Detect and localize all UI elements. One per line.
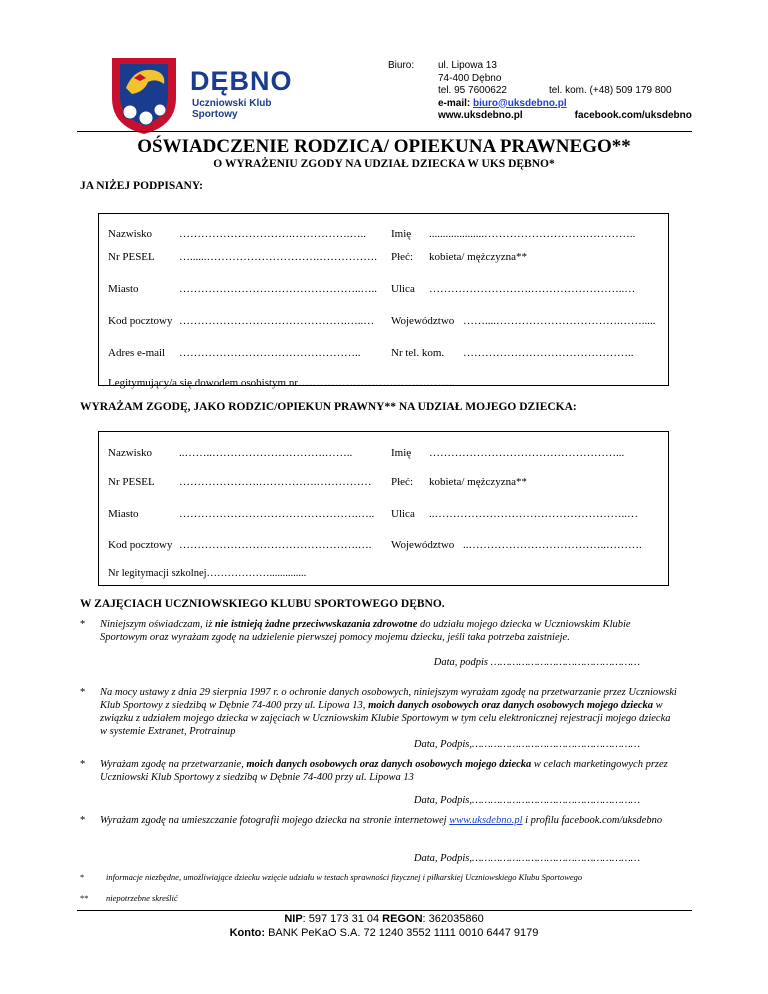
office-facebook: facebook.com/uksdebno [574,110,692,121]
child-pesel-label: Nr PESEL [108,476,155,488]
child-name-label: Imię [391,447,412,459]
child-pesel-field[interactable]: ………………….…………….…………… [179,476,372,488]
child-street-field[interactable]: ..……………………………………………..… [429,508,638,520]
child-city-field[interactable]: ………………………………………….….. [179,508,375,520]
statement-photos-marker: * [80,815,86,826]
parent-surname-field[interactable]: ………………………….…………….….. [179,228,366,240]
child-province-label: Województwo [391,539,455,551]
child-sex-options[interactable]: kobieta/ mężczyzna** [429,476,528,488]
footnote-1-marker: * [80,872,85,882]
child-postal-field[interactable]: ………………………………………….…. [179,539,372,551]
child-postal-label: Kod pocztowy [108,539,173,551]
parent-email-label: Adres e-mail [108,347,166,359]
parent-street-field[interactable]: ……………………….……………………..… [429,283,636,295]
parent-surname-label: Nazwisko [108,228,152,240]
footer-konto-label: Konto: [229,927,266,939]
parent-email-field[interactable]: ………………………………………….. [179,347,361,359]
signature-line-2[interactable]: Data, Podpis,……………………………………………… [413,739,640,750]
office-email-line [438,98,692,111]
parent-name-field[interactable]: ....................……………………….………….. [429,228,636,240]
office-email-label: e-mail: [438,97,474,109]
section-parent-heading: JA NIŻEJ PODPISANY: [80,180,203,192]
statement-health-text: Niniejszym oświadczam, iż nie istnieją żadne przeciwwskazania zdrowotne do udziału mojego dziecka w Uczniowskim Klubie Sportowym oraz wyrażam zgodę na udzielenie pierwszej pomocy mojemu dziecku, jeśli taka potrzeba zaistnieje. [100,619,631,643]
parent-id-field[interactable]: Legitymujący/a się dowodem osobistym nr…………………………………..... [108,377,455,389]
club-name: DĘBNO [190,66,293,96]
footer-nip-label: NIP [284,913,303,925]
statement-data-text: Na mocy ustawy z dnia 29 sierpnia 1997 r. o ochronie danych osobowych, niniejszym wyrażam zgodę na przetwarzanie przez Uczniowski Klub Sportowy z siedzibą w Dębnie 74-400 przy ul. Lipowa 13, moich danych osobowych oraz danych osobowych mojego dziecka w związku z udziałem mojego dziecka w zajęciach w Uczniowskim Klubie Sportowym w tym celu elektronicznej rejestracji mojego dziecka w systemie Extranet, Protrainup [100,687,677,737]
statement-photos-text: Wyrażam zgodę na umieszczanie fotografii mojego dziecka na stronie internetowej www.uksdebno.pl i profilu facebook.com/uksdebno [100,815,663,826]
statement-health [80,618,680,644]
signature-line-3[interactable]: Data, Podpis,……………………………………………… [413,795,640,806]
footer-regon-label: REGON [382,913,423,925]
child-city-label: Miasto [108,508,139,520]
child-surname-field[interactable]: ..……..………………………….…….. [179,447,353,459]
child-street-label: Ulica [391,508,415,520]
club-logo [106,48,306,134]
statement-marketing [80,758,680,784]
footnote-2-text: niepotrzebne skreślić [106,893,178,903]
parent-postal-label: Kod pocztowy [108,315,173,327]
footer-nip: : 597 173 31 04 [302,913,383,925]
parent-province-label: Województwo [391,315,455,327]
child-data-box [98,431,669,586]
footer-regon: : 362035860 [422,913,484,925]
office-www: www.uksdebno.pl [438,110,523,121]
signature-line-4[interactable]: Data, Podpis,……………………………………………… [413,853,640,864]
parent-name-label: Imię [391,228,412,240]
parent-province-field[interactable]: ……....…………………………….……..... [463,315,656,327]
child-province-field[interactable]: ..………………………………..………. [463,539,642,551]
parent-phone-label: Nr tel. kom. [391,347,445,359]
office-phones [438,85,692,98]
website-link[interactable]: www.uksdebno.pl [449,815,523,826]
statement-marketing-marker: * [80,759,86,770]
footnote-1 [80,872,640,882]
footer-divider [77,910,692,911]
header-divider [77,131,692,132]
statement-health-marker: * [80,619,86,630]
office-email-link[interactable]: biuro@uksdebno.pl [473,97,567,109]
section-child-heading: WYRAŻAM ZGODĘ, JAKO RODZIC/OPIEKUN PRAWNY** NA UDZIAŁ MOJEGO DZIECKA: [80,401,577,413]
signature-line-1[interactable]: Data, podpis ………………………………………… [433,657,640,668]
parent-street-label: Ulica [391,283,415,295]
parent-postal-field[interactable]: ……………………………………….…..… [179,315,375,327]
parent-data-box [98,213,669,389]
parent-sex-options[interactable]: kobieta/ mężczyzna** [429,251,528,263]
statement-data-processing [80,686,680,738]
child-surname-label: Nazwisko [108,447,152,459]
child-sex-label: Płeć: [391,476,413,488]
office-web-line [438,110,692,123]
footnote-1-text: informacje niezbędne, umożliwiające dziecku wzięcie udziału w testach sprawności fizycznej i piłkarskiej Uczniowskiego Klubu Sportowego [106,872,583,882]
footer-konto: BANK PeKaO S.A. 72 1240 3552 1111 0010 6447 9179 [265,927,539,939]
footnote-2 [80,893,640,903]
club-subtitle: Uczniowski Klub Sportowy [192,98,272,120]
parent-pesel-label: Nr PESEL [108,251,155,263]
statement-marketing-text: Wyrażam zgodę na przetwarzanie, moich danych osobowych oraz danych osobowych mojego dziecka w celach marketingowych przez Uczniowski Klub Sportowy z siedzibą w Dębnie 74-400 przy ul. Lipowa 13 [100,759,668,783]
parent-sex-label: Płeć: [391,251,413,263]
office-label: Biuro: [388,60,415,71]
statement-data-marker: * [80,687,86,698]
office-tel-mobile: tel. kom. (+48) 509 179 800 [548,85,672,96]
office-city: 74-400 Dębno [438,72,502,84]
parent-city-label: Miasto [108,283,139,295]
document-subtitle: O WYRAŻENIU ZGODY NA UDZIAŁ DZIECKA W UKS DĘBNO* [213,158,555,170]
office-tel: tel. 95 7600622 [438,85,507,96]
footer-ids [0,913,768,925]
parent-pesel-field[interactable]: …......………………………….……………. [179,251,377,263]
parent-city-field[interactable]: …………………………………………..….. [179,283,377,295]
child-school-id-field[interactable]: Nr legitymacji szkolnej……………….............. [108,568,307,579]
footnote-2-marker: ** [80,893,89,903]
document-title: OŚWIADCZENIE RODZICA/ OPIEKUNA PRAWNEGO** [137,136,631,157]
parent-phone-field[interactable]: ……………………………………….. [463,347,634,359]
footer-bank [0,927,768,939]
office-street: ul. Lipowa 13 [438,60,497,71]
office-details [438,60,692,123]
section-club-heading: W ZAJĘCIACH UCZNIOWSKIEGO KLUBU SPORTOWEGO DĘBNO. [80,598,445,610]
child-name-field[interactable]: ……………………………………………... [429,447,625,459]
statement-photos [80,814,680,827]
